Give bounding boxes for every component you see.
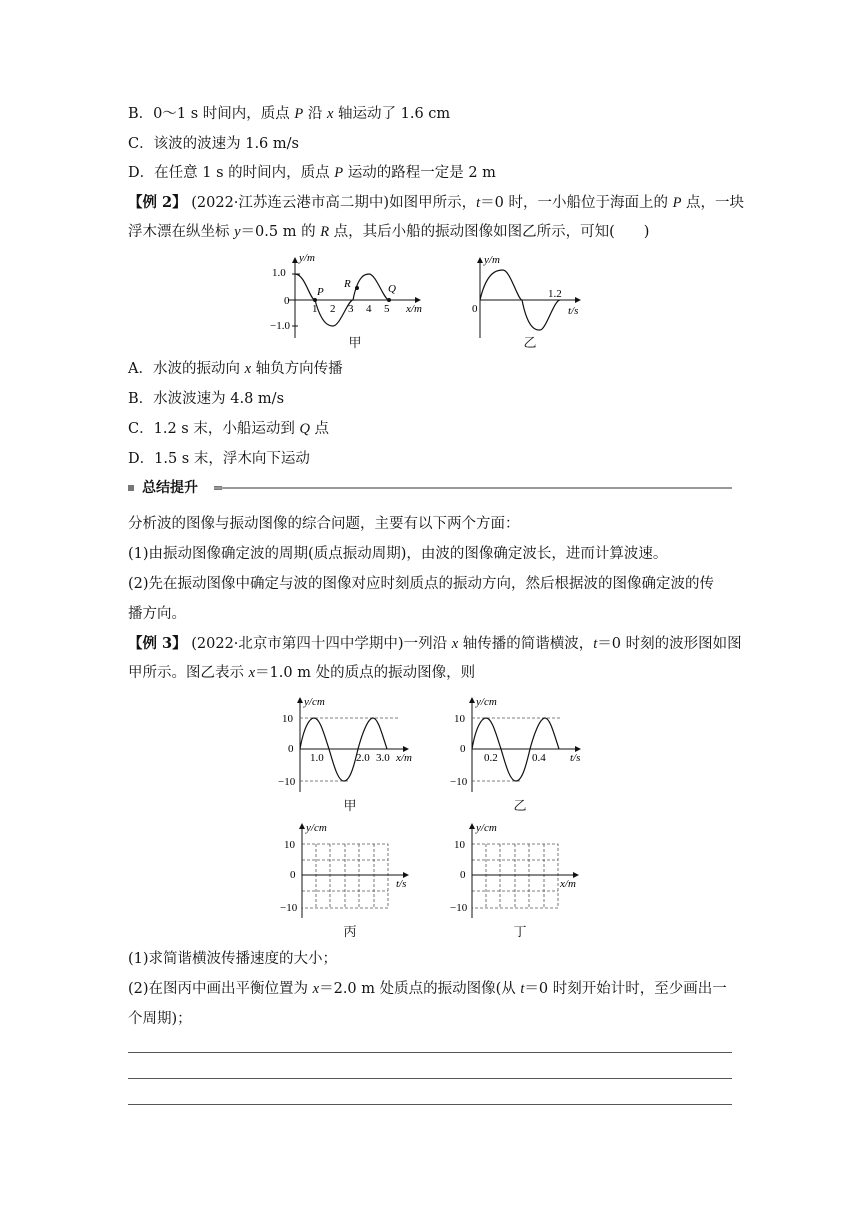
x-axis-label: t/s xyxy=(568,305,579,317)
ytick-1: 1.0 xyxy=(272,267,286,279)
point-r xyxy=(355,286,359,290)
option-d: D．在任意 1 s 的时间内，质点 P 运动的路程一定是 2 m xyxy=(128,165,496,181)
ytick-0: 0 xyxy=(460,869,466,881)
origin-label: 0 xyxy=(472,303,478,315)
x-axis-label: x/m xyxy=(406,303,422,315)
xtick-5: 5 xyxy=(384,303,390,315)
y-axis-label: y/cm xyxy=(306,822,327,834)
caption-ding: 丁 xyxy=(513,925,527,940)
xtick-3: 3 xyxy=(348,303,354,315)
example2-line2: 浮木漂在纵坐标 y＝0.5 m 的 R 点，其后小船的振动图像如图乙所示，可知( ) xyxy=(128,224,650,240)
label-r: R xyxy=(344,278,351,290)
tick-1-2: 1.2 xyxy=(548,288,562,300)
ex2-wave-graph xyxy=(270,252,440,342)
ex2-option-a: A．水波的振动向 x 轴负方向传播 xyxy=(128,361,343,377)
ytick-10: 10 xyxy=(454,839,465,851)
summary-line-2: (1)由振动图像确定波的周期(质点振动周期)，由波的图像确定波长，进而计算波速。 xyxy=(128,546,668,562)
question-2-line2: 个周期)； xyxy=(128,1011,192,1027)
divider-line xyxy=(214,487,732,489)
ytick-neg1: −1.0 xyxy=(270,320,290,332)
point-p xyxy=(313,298,317,302)
ytick-0: 0 xyxy=(460,743,466,755)
xtick-1: 1.0 xyxy=(310,752,324,764)
ytick-0: 0 xyxy=(290,869,296,881)
x-axis-label: x/m xyxy=(560,878,576,890)
xtick-1: 1 xyxy=(312,303,318,315)
option-c: C．该波的波速为 1.6 m/s xyxy=(128,136,299,152)
ytick-0: 0 xyxy=(284,295,290,307)
answer-line[interactable] xyxy=(128,1052,732,1053)
xtick-3: 3.0 xyxy=(376,752,390,764)
caption-yi-3: 乙 xyxy=(513,799,527,814)
xtick-04: 0.4 xyxy=(532,752,546,764)
summary-heading xyxy=(128,480,732,496)
question-2-line1: (2)在图丙中画出平衡位置为 x＝2.0 m 处质点的振动图像(从 t＝0 时刻开始计时，至少画出一 xyxy=(128,981,727,997)
caption-jia: 甲 xyxy=(348,336,362,351)
bullet-square-icon xyxy=(128,485,134,491)
ex3-vibration-graph xyxy=(450,694,590,794)
example3-line1: 【例 3】 (2022·北京市第四十四中学期中)一列沿 x 轴传播的简谐横波，t＝0 时刻的波形图如图 xyxy=(128,635,742,652)
caption-bing: 丙 xyxy=(343,925,357,940)
caption-yi: 乙 xyxy=(523,336,537,351)
example2-line1: 【例 2】 (2022·江苏连云港市高二期中)如图甲所示，t＝0 时，一小船位于海面上的 P 点，一块 xyxy=(128,194,745,211)
summary-line-4: 播方向。 xyxy=(128,606,186,622)
answer-line[interactable] xyxy=(128,1078,732,1079)
question-1: (1)求简谐横波传播速度的大小； xyxy=(128,951,338,967)
ytick-neg10: −10 xyxy=(450,776,468,788)
answer-line[interactable] xyxy=(128,1104,732,1105)
ytick-0: 0 xyxy=(288,743,294,755)
ex2-option-c: C．1.2 s 末，小船运动到 Q 点 xyxy=(128,421,330,437)
label-q: Q xyxy=(388,283,396,295)
xtick-2: 2 xyxy=(330,303,336,315)
y-axis-label: y/cm xyxy=(476,822,497,834)
ex3-blank-grid-ding[interactable] xyxy=(450,820,590,920)
summary-title: 总结提升 xyxy=(142,480,198,496)
y-axis-label: y/m xyxy=(299,252,315,264)
ex3-blank-grid-bing[interactable] xyxy=(280,820,420,920)
ytick-neg10: −10 xyxy=(450,902,468,914)
summary-line-3: (2)先在振动图像中确定与波的图像对应时刻质点的振动方向，然后根据波的图像确定波的传 xyxy=(128,576,715,592)
ytick-10: 10 xyxy=(454,713,465,725)
xtick-4: 4 xyxy=(366,303,372,315)
ex3-wave-graph xyxy=(280,694,420,794)
xtick-02: 0.2 xyxy=(484,752,498,764)
ytick-neg10: −10 xyxy=(278,776,296,788)
summary-line-1: 分析波的图像与振动图像的综合问题，主要有以下两个方面： xyxy=(128,516,520,532)
ytick-neg10: −10 xyxy=(280,902,298,914)
y-axis-label: y/m xyxy=(484,254,500,266)
x-axis-label: t/s xyxy=(396,878,407,890)
x-axis-label: t/s xyxy=(570,752,581,764)
y-axis-label: y/cm xyxy=(476,696,497,708)
option-b: B．0～1 s 时间内，质点 P 沿 x 轴运动了 1.6 cm xyxy=(128,106,451,122)
caption-jia-3: 甲 xyxy=(343,799,357,814)
label-p: P xyxy=(317,286,324,298)
ytick-10: 10 xyxy=(282,713,293,725)
xtick-2: 2.0 xyxy=(356,752,370,764)
point-q xyxy=(387,298,391,302)
example3-line2: 甲所示。图乙表示 x＝1.0 m 处的质点的振动图像，则 xyxy=(128,665,476,681)
ytick-10: 10 xyxy=(284,839,295,851)
y-axis-label: y/cm xyxy=(304,696,325,708)
ex2-option-d: D．1.5 s 末，浮木向下运动 xyxy=(128,451,310,467)
x-axis-label: x/m xyxy=(396,752,412,764)
ex2-option-b: B．水波波速为 4.8 m/s xyxy=(128,391,285,407)
ex2-vibration-graph xyxy=(470,252,590,342)
